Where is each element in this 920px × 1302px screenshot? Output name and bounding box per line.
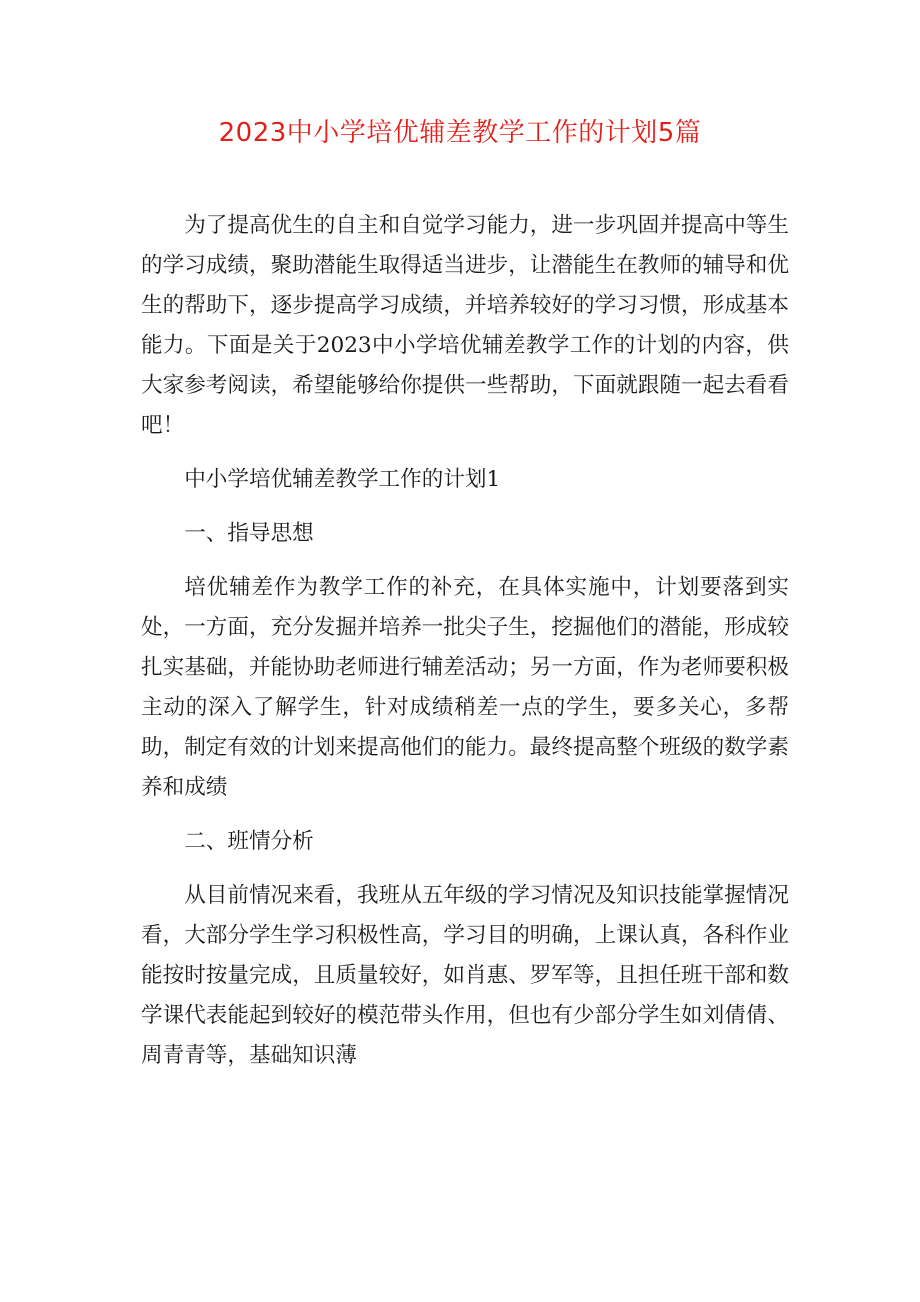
document-title: 2023中小学培优辅差教学工作的计划5篇 — [218, 118, 702, 148]
document-body — [141, 206, 789, 1090]
section-heading-class-analysis: 二、班情分析 — [184, 829, 314, 854]
intro-paragraph: 为了提高优生的自主和自觉学习能力，进一步巩固并提高中等生的学习成绩，聚助潜能生取得适当进步，让潜能生在教师的辅导和优生的帮助下，逐步提高学习成绩，并培养较好的学习习惯，形成基本能力。下面是关于2023中小学培优辅差教学工作的计划的内容，供大家参考阅读，希望能够给你提供一些帮助，下面就跟随一起去看看吧！ — [141, 213, 789, 438]
class-analysis-paragraph: 从目前情况来看，我班从五年级的学习情况及知识技能掌握情况看，大部分学生学习积极性高，学习目的明确，上课认真，各科作业能按时按量完成，且质量较好，如肖惠、罗军等，且担任班干部和数学课代表能起到较好的模范带头作用，但也有少部分学生如刘倩倩、周青青等，基础知识薄 — [141, 883, 789, 1068]
guiding-thought-paragraph: 培优辅差作为教学工作的补充，在具体实施中，计划要落到实处，一方面，充分发掘并培养一批尖子生，挖掘他们的潜能，形成较扎实基础，并能协助老师进行辅差活动；另一方面，作为老师要积极主动的深入了解学生，针对成绩稍差一点的学生，要多关心，多帮助，制定有效的计划来提高他们的能力。最终提高整个班级的数学素养和成绩 — [141, 575, 789, 800]
plan-subtitle: 中小学培优辅差教学工作的计划1 — [184, 467, 501, 492]
section-heading-guiding-thought: 一、指导思想 — [184, 521, 314, 546]
